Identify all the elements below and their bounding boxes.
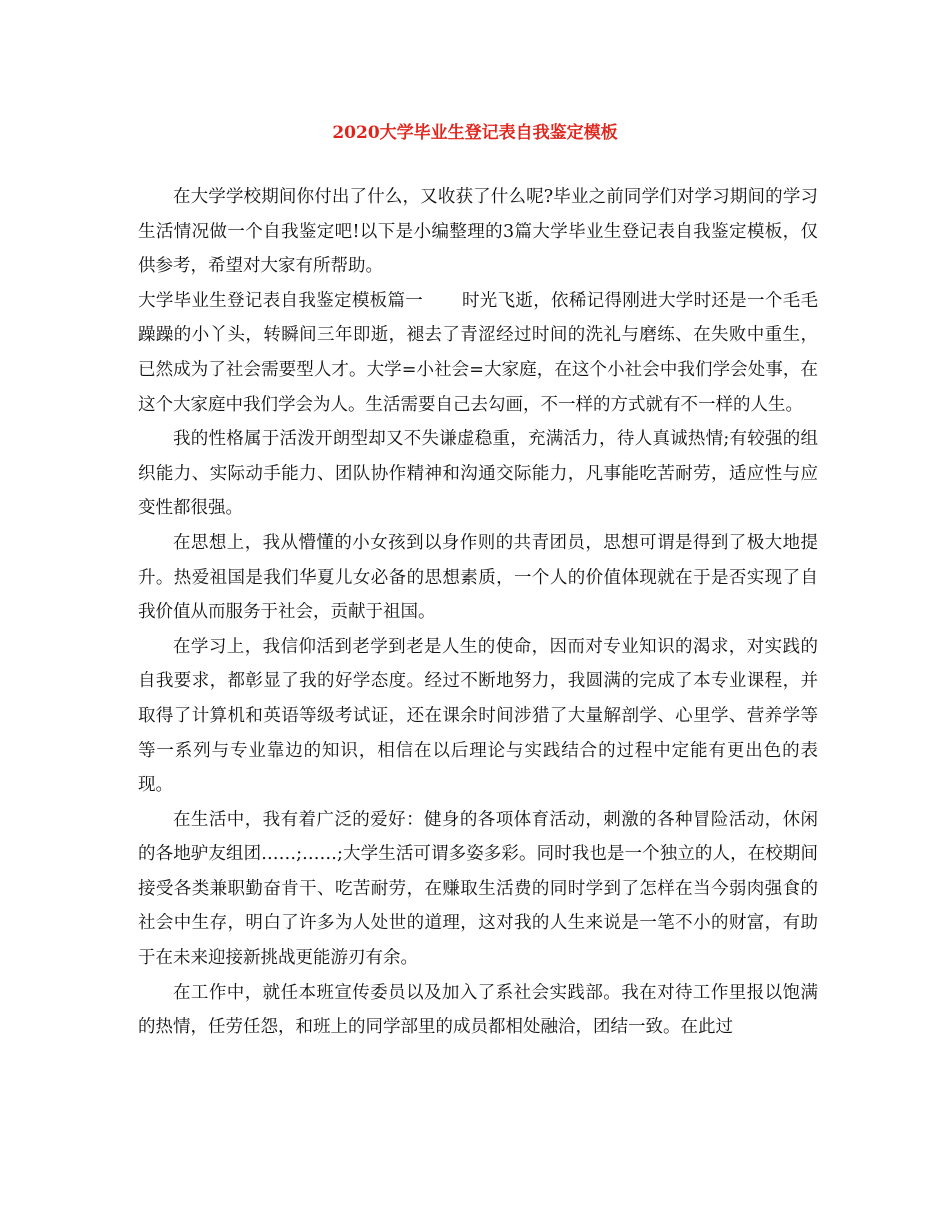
section-one-paragraph (138, 284, 818, 422)
body-paragraph-work: 在工作中，就任本班宣传委员以及加入了系社会实践部。我在对待工作里报以饱满的热情，任劳任怨，和班上的同学部里的成员都相处融洽，团结一致。在此过 (138, 982, 818, 1038)
intro-paragraph: 在大学学校期间你付出了什么，又收获了什么呢?毕业之前同学们对学习期间的学习生活情况做一个自我鉴定吧!以下是小编整理的3篇大学毕业生登记表自我鉴定模板，仅供参考，希望对大家有所帮助。 (138, 187, 818, 277)
body-paragraph-personality: 我的性格属于活泼开朗型却又不失谦虚稳重，充满活力，待人真诚热情;有较强的组织能力、实际动手能力、团队协作精神和沟通交际能力，凡事能吃苦耐劳，适应性与应变性都很强。 (138, 429, 818, 519)
section-heading: 大学毕业生登记表自我鉴定模板篇一 (138, 290, 424, 311)
body-paragraph-life: 在生活中，我有着广泛的爱好：健身的各项体育活动，刺激的各种冒险活动，休闲的各地驴友组团……;……;大学生活可谓多姿多彩。同时我也是一个独立的人，在校期间接受各类兼职勤奋肯干、吃苦耐劳，在赚取生活费的同时学到了怎样在当今弱肉强食的社会中生存，明白了许多为人处世的道理，这对我的人生来说是一笔不小的财富，有助于在未来迎接新挑战更能游刃有余。 (138, 809, 818, 969)
section-first-paragraph: 时光飞逝，依稀记得刚进大学时还是一个毛毛躁躁的小丫头，转瞬间三年即逝，褪去了青涩经过时间的洗礼与磨练、在失败中重生，已然成为了社会需要型人才。大学=小社会=大家庭，在这个小社会中我们学会处事，在这个大家庭中我们学会为人。生活需要自己去勾画，不一样的方式就有不一样的人生。 (138, 290, 819, 415)
body-paragraph-study: 在学习上，我信仰活到老学到老是人生的使命，因而对专业知识的渴求，对实践的自我要求，都彰显了我的好学态度。经过不断地努力，我圆满的完成了本专业课程，并取得了计算机和英语等级考试证，还在课余时间涉猎了大量解剖学、心里学、营养学等等一系列与专业靠边的知识，相信在以后理论与实践结合的过程中定能有更出色的表现。 (138, 636, 818, 796)
document-body (138, 180, 818, 1045)
body-paragraph-thought: 在思想上，我从懵懂的小女孩到以身作则的共青团员，思想可谓是得到了极大地提升。热爱祖国是我们华夏儿女必备的思想素质，一个人的价值体现就在于是否实现了自我价值从而服务于社会，贡献于祖国。 (138, 532, 818, 623)
document-title: 2020大学毕业生登记表自我鉴定模板 (332, 123, 618, 143)
